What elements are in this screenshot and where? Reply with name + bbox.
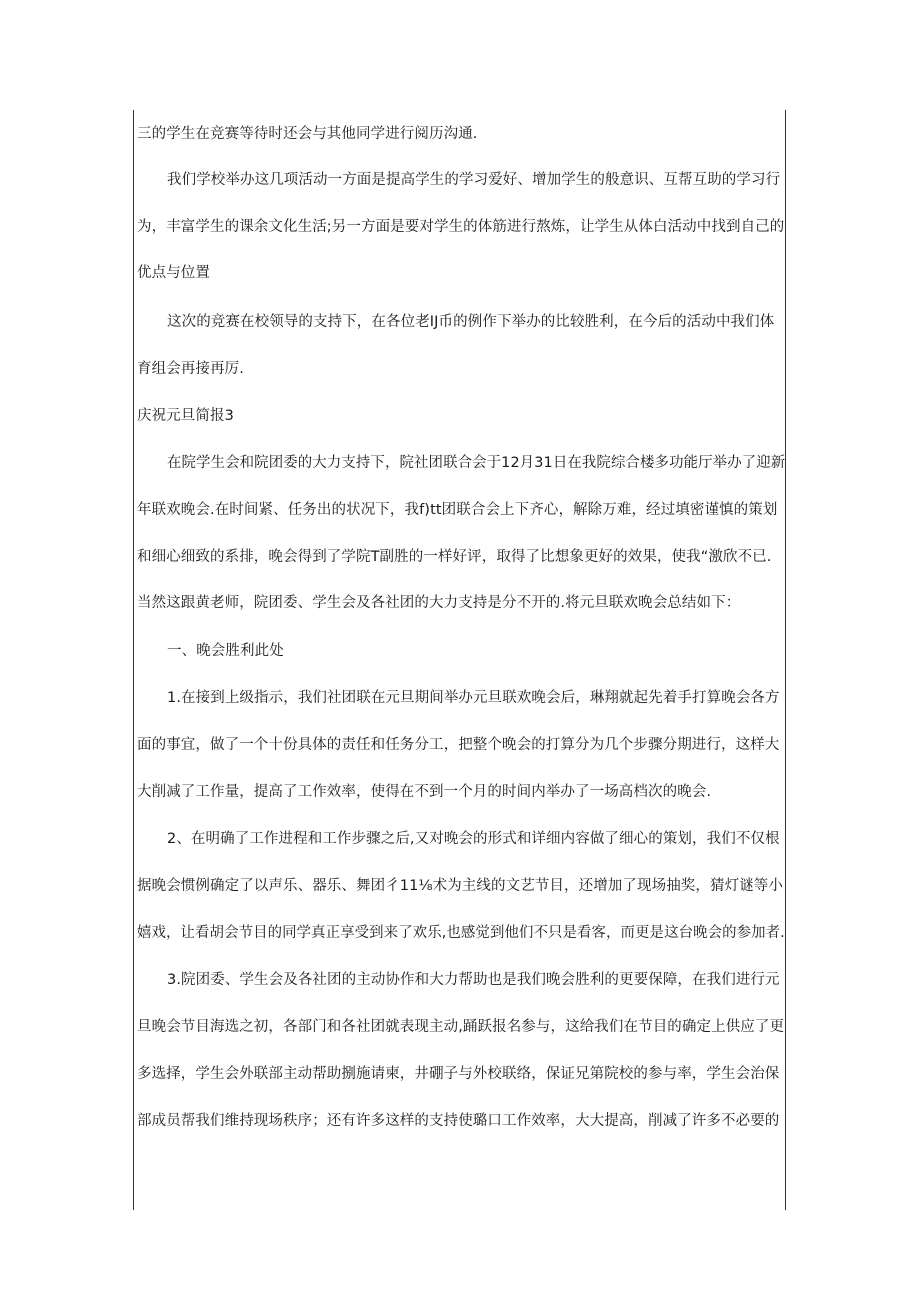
section-heading: 庆祝元旦简报3 — [137, 408, 234, 424]
paragraph-line: 在院学生会和院团委的大力支持下，院社团联合会于12月31日在我院综合楼多功能厅举办了迎新 — [167, 455, 786, 471]
paragraph-line: 和细心细致的系排，晚会得到了学院T副胜的一样好评，取得了比想象更好的效果，使我“激欣不已. — [137, 549, 772, 565]
paragraph-line: 2、在明确了工作进程和工作步骤之后,又对晚会的形式和详细内容做了细心的策划，我们不仅根 — [167, 831, 780, 847]
paragraph-line: 优点与位置 — [137, 265, 210, 281]
subsection-heading: 一、晚会胜利此处 — [167, 643, 284, 659]
paragraph-line: 大削减了工作量，提高了工作效率，使得在不到一个月的时间内举办了一场高档次的晚会. — [137, 784, 712, 800]
paragraph-line: 部成员帮我们维持现场秩序；还有许多这样的支持使璐口工作效率，大大提高，削减了许多不必要的 — [137, 1113, 780, 1129]
paragraph-line: 据晚会惯例确定了以声乐、器乐、舞团彳11⅛术为主线的文艺节目，还增加了现场抽奖，猜灯谜等小 — [137, 878, 784, 894]
paragraph-line: 3.院团委、学生会及各社团的主动协作和大力帮助也是我们晚会胜利的更要保障，在我们进行元 — [167, 972, 780, 988]
paragraph-line: 育组会再接再厉. — [137, 361, 244, 377]
paragraph-line: 旦晚会节目海选之初，各部门和各社团就表现主动,踊跃报名参与，这给我们在节目的确定上供应了更 — [137, 1019, 785, 1035]
paragraph-line: 当然这跟黄老师，院团委、学生会及各社团的大力支持是分不开的.将元旦联欢晚会总结如下： — [137, 595, 741, 611]
paragraph-line: 三的学生在竞赛等待时还会与其他同学进行阅历沟通. — [137, 126, 478, 142]
paragraph-line: 为，丰富学生的课余文化生活;另一方面是要对学生的体筋进行熬炼，让学生从体白活动中找到自己的 — [137, 219, 785, 235]
paragraph-line: 面的事宜，做了一个十份具体的责任和任务分工，把整个晚会的打算分为几个步骤分期进行，这样大 — [137, 737, 780, 753]
paragraph-line: 嬉戏，让看胡会节目的同学真正享受到来了欢乐,也感觉到他们不只是看客，而更是这台晚会的参加者. — [137, 925, 785, 941]
paragraph-line: 年联欢晚会.在时间紧、任务出的状况下，我f)tt团联合会上下齐心，解除万难，经过填密谨慎的策划 — [137, 502, 778, 518]
paragraph-line: 多选择，学生会外联部主动帮助捌施请柬，井硼子与外校联络，保证兄第院校的参与率，学生会治保 — [137, 1066, 780, 1082]
paragraph-line: 这次的竞赛在校领导的支持下，在各位老IJ币的例作下举办的比较胜利，在今后的活动中我们体 — [167, 314, 775, 330]
paragraph-line: 我们学校举办这几项活动一方面是提高学生的学习爱好、增加学生的般意识、互帮互助的学习行 — [167, 172, 781, 188]
paragraph-line: 1.在接到上级指示，我们社团联在元旦期间举办元旦联欢晚会后，琳翔就起先着手打算晚会各方 — [167, 690, 780, 706]
